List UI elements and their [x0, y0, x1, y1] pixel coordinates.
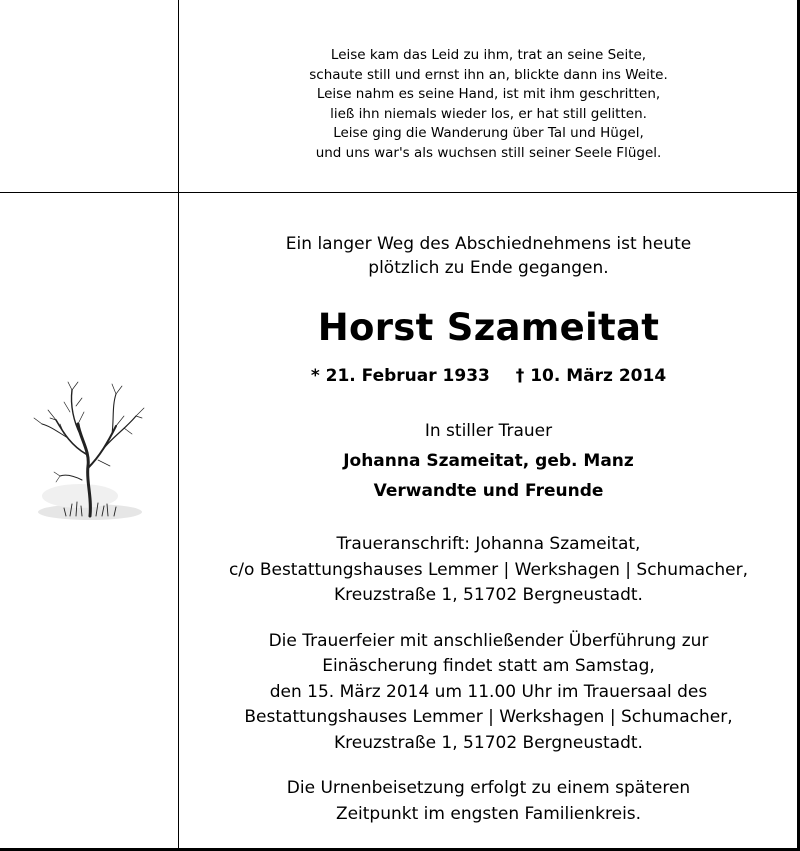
poem-line: Leise ging die Wanderung über Tal und Hügel, [333, 125, 644, 141]
notice-body [180, 232, 797, 827]
mourner-name: Johanna Szameitat, geb. Manz [343, 451, 634, 471]
address-line: Kreuzstraße 1, 51702 Bergneustadt. [334, 585, 643, 605]
ceremony-line: Die Trauerfeier mit anschließender Überführung zur [268, 630, 709, 651]
life-dates [180, 364, 797, 388]
address-line: c/o Bestattungshauses Lemmer | Werkshagen | Schumacher, [228, 559, 749, 580]
mourners [180, 416, 797, 506]
address-line: Traueranschrift: Johanna Szameitat, [336, 534, 641, 554]
intro-line: Ein langer Weg des Abschiednehmens ist heute [285, 234, 692, 254]
ceremony-line: Kreuzstraße 1, 51702 Bergneustadt. [334, 732, 643, 753]
poem [180, 46, 797, 163]
deceased-name: Horst Szameitat [317, 306, 660, 349]
ceremony-info [180, 629, 797, 757]
urn-burial-info [180, 776, 797, 827]
urn-line: Die Urnenbeisetzung erfolgt zu einem späteren [286, 778, 691, 798]
urn-line: Zeitpunkt im engsten Familienkreis. [335, 803, 642, 824]
birth-date: * 21. Februar 1933 [310, 366, 490, 386]
ceremony-line: Bestattungshauses Lemmer | Werkshagen | Schumacher, [244, 707, 733, 727]
poem-line: Leise kam das Leid zu ihm, trat an seine Seite, [330, 47, 647, 63]
poem-line: schaute still und ernst ihn an, blickte dann ins Weite. [309, 66, 668, 83]
poem-line: ließ ihn niemals wieder los, er hat still gelitten. [330, 105, 647, 122]
mourners-heading: In stiller Trauer [424, 421, 553, 441]
mourner-name: Verwandte und Freunde [373, 481, 604, 501]
poem-line: Leise nahm es seine Hand, ist mit ihm geschritten, [316, 86, 661, 102]
bare-tree-icon [20, 376, 160, 526]
mourning-address [180, 532, 797, 609]
intro [180, 232, 797, 280]
intro-line: plötzlich zu Ende gegangen. [368, 258, 609, 278]
vertical-divider [178, 0, 179, 848]
horizontal-divider [0, 192, 797, 193]
ceremony-line: den 15. März 2014 um 11.00 Uhr im Trauersaal des [269, 681, 708, 702]
death-date: † 10. März 2014 [515, 366, 667, 386]
ceremony-line: Einäscherung findet statt am Samstag, [322, 656, 655, 676]
poem-line: und uns war's als wuchsen still seiner Seele Flügel. [315, 144, 662, 161]
